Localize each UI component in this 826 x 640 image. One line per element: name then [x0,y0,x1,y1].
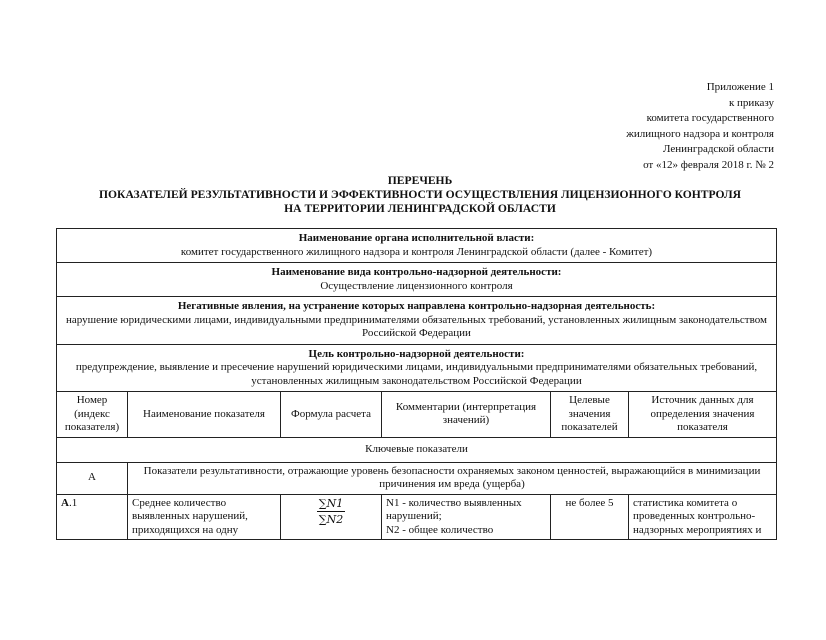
title-line-3: НА ТЕРРИТОРИИ ЛЕНИНГРАДСКОЙ ОБЛАСТИ [284,202,556,215]
appendix-line: жилищного надзора и контроля [626,127,774,140]
section-goal [57,344,777,392]
group-row [57,462,777,494]
formula-numerator: ∑N1 [317,497,345,513]
section-authority [57,229,777,263]
document-title [60,174,780,216]
table-header-row [57,392,777,438]
group-index: А [57,462,128,494]
section-heading: Негативные явления, на устранение которых направлена контрольно-надзорная деятельность: [177,300,656,312]
col-header-target: Целевые значения показателей [551,392,629,438]
appendix-line: Ленинградской области [663,143,774,155]
section-heading: Наименование органа исполнительной власти: [298,232,535,244]
title-line-1: ПЕРЕЧЕНЬ [387,174,453,187]
section-text: комитет государственного жилищного надзора и контроля Ленинградской области (далее - Комитет) [180,245,653,258]
section-heading: Наименование вида контрольно-надзорной деятельности: [271,266,562,278]
appendix-line: к приказу [728,96,774,109]
formula-fraction [317,497,345,527]
comment-line: N1 - количество выявленных нарушений; [386,496,522,522]
appendix-line: Приложение 1 [706,81,774,93]
section-activity-type [57,263,777,297]
col-header-source: Источник данных для определения значения показателя [629,392,777,438]
section-negative-phenomena [57,297,777,345]
appendix-block [544,80,774,173]
row-target: не более 5 [551,494,629,540]
formula-denominator: ∑N2 [318,513,344,526]
col-header-name: Наименование показателя [128,392,281,438]
col-header-formula: Формула расчета [281,392,382,438]
row-formula [281,494,382,540]
section-text: предупреждение, выявление и пресечение нарушений юридическими лицами, индивидуальными предпринимателями обязательных требований, установленных жилищным законодательством Российской Федерации [75,361,758,387]
table-row [57,494,777,540]
col-header-comments: Комментарии (интерпретация значений) [382,392,551,438]
appendix-line: от «12» февраля 2018 г. № 2 [643,158,774,171]
row-name: Среднее количество выявленных нарушений, приходящихся на одну [128,494,281,540]
group-label: Показатели результативности, отражающие уровень безопасности охраняемых законом ценностей, выражающийся в минимизации причинения им вреда (ущерба) [128,462,777,494]
title-line-2: ПОКАЗАТЕЛЕЙ РЕЗУЛЬТАТИВНОСТИ И ЭФФЕКТИВНОСТИ ОСУЩЕСТВЛЕНИЯ ЛИЦЕНЗИОННОГО КОНТРОЛЯ [99,188,741,201]
section-text: нарушение юридическими лицами, индивидуальными предпринимателями обязательных требований, установленных жилищным законодательством Российской Федерации [66,313,767,339]
row-source: статистика комитета о проведенных контрольно-надзорных мероприятиях и [629,494,777,540]
comment-line: N2 - общее количество [386,523,494,536]
indicators-table [56,228,777,540]
row-index [57,494,128,540]
row-index-letter: А [61,496,69,509]
col-header-number: Номер (индекс показателя) [57,392,128,438]
appendix-line: комитета государственного [646,112,774,124]
section-heading: Цель контрольно-надзорной деятельности: [308,347,525,360]
row-comments [382,494,551,540]
section-text: Осуществление лицензионного контроля [320,279,513,292]
key-indicators-heading: Ключевые показатели [57,437,777,462]
row-index-number: .1 [68,496,78,509]
